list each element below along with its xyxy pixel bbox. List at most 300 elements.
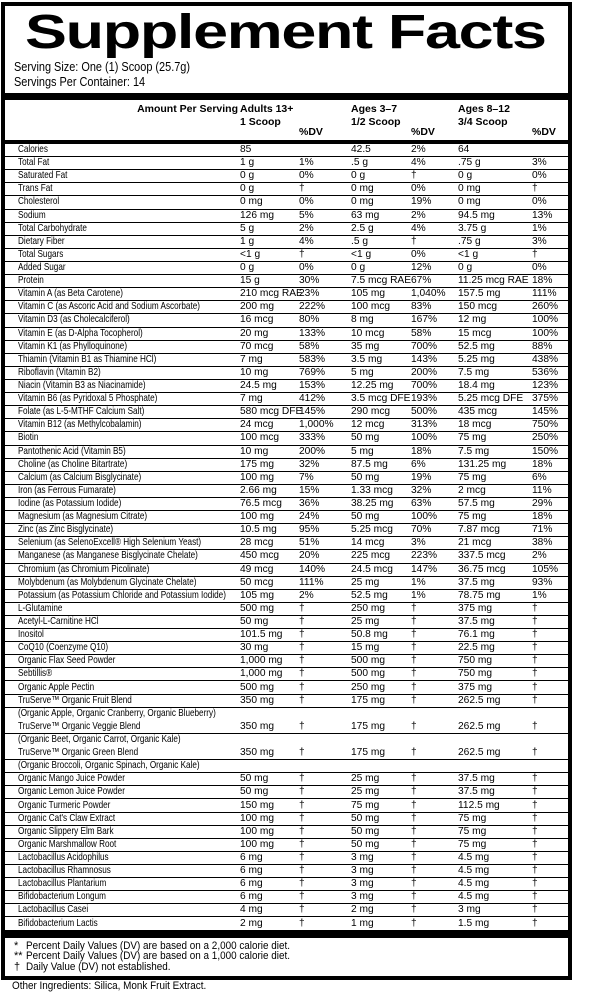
row-dv-ages-8-12: 3% (532, 235, 547, 247)
row-dv-ages-8-12: 1% (532, 589, 547, 601)
row-dv-ages-3-7: † (411, 825, 417, 837)
row-amount-adults: 200 mg (240, 301, 274, 313)
row-dv-ages-3-7: 100% (411, 511, 438, 523)
row-dv-ages-8-12: 123% (532, 380, 559, 392)
row-amount-ages-8-12: 64 (458, 144, 470, 156)
row-dv-ages-8-12: 18% (532, 511, 553, 523)
row-amount-ages-3-7: 35 mg (351, 340, 380, 352)
row-amount-ages-3-7: 38.25 mg (351, 498, 394, 509)
row-dv-adults: † (299, 655, 305, 667)
column-headers (5, 100, 568, 140)
row-dv-ages-3-7: 147% (411, 563, 438, 575)
row-dv-ages-3-7: 700% (411, 340, 438, 352)
table-row (5, 642, 568, 655)
row-dv-adults: † (299, 668, 305, 680)
table-row (5, 341, 568, 354)
table-row (5, 852, 568, 865)
row-dv-ages-3-7: 143% (411, 353, 438, 365)
row-dv-adults: † (299, 904, 305, 916)
row-amount-ages-8-12: 4.5 mg (458, 878, 490, 890)
row-dv-adults: 24% (299, 511, 320, 523)
row-ingredient-name: Organic Flax Seed Powder (18, 655, 116, 667)
row-amount-adults: 85 (240, 144, 252, 156)
row-dv-ages-8-12: † (532, 642, 538, 654)
row-ingredient-name: Vitamin K1 (as Phylloquinone) (18, 340, 128, 352)
row-amount-adults: 5 g (240, 222, 255, 234)
row-amount-adults: 7 mg (240, 393, 263, 405)
row-dv-ages-3-7: 4% (411, 157, 426, 169)
row-ingredient-name: Protein (18, 275, 44, 287)
row-amount-adults: 7 mg (240, 353, 263, 365)
row-amount-ages-3-7: 100 mcg (351, 301, 391, 313)
row-dv-adults: † (299, 851, 305, 863)
table-row (5, 314, 568, 327)
row-dv-ages-8-12: 100% (532, 327, 559, 339)
row-amount-adults: 70 mcg (240, 340, 274, 352)
row-amount-adults: 0 g (240, 170, 255, 182)
row-amount-ages-8-12: 75 mg (458, 511, 487, 523)
supplement-facts-panel (1, 2, 572, 980)
row-dv-ages-3-7: † (411, 655, 417, 667)
row-dv-adults: 2% (299, 589, 314, 601)
table-row (5, 826, 568, 839)
row-ingredient-name: Organic Apple Pectin (18, 681, 95, 693)
row-amount-adults: 100 mg (240, 511, 274, 523)
row-amount-adults: 50 mg (240, 786, 269, 798)
row-dv-ages-8-12: † (532, 694, 538, 706)
row-amount-ages-8-12: 12 mg (458, 314, 487, 326)
row-ingredient-name: Calories (18, 144, 48, 156)
row-dv-ages-3-7: † (411, 747, 417, 759)
row-dv-adults: 133% (299, 327, 326, 339)
row-amount-ages-3-7: 0 mg (351, 183, 374, 195)
row-dv-adults: 0% (299, 262, 314, 274)
panel-title: Supplement Facts (25, 6, 546, 59)
row-dv-ages-8-12: † (532, 183, 538, 195)
row-amount-adults: <1 g (240, 248, 261, 260)
row-amount-adults: 101.5 mg (240, 629, 283, 641)
row-amount-adults: 105 mg (240, 589, 274, 601)
table-row (5, 196, 568, 209)
row-amount-adults: 126 mg (240, 209, 274, 221)
table-row (5, 380, 568, 393)
row-dv-ages-3-7: 1% (411, 576, 426, 588)
row-amount-ages-3-7: 1 mg (351, 917, 374, 929)
row-dv-ages-3-7: † (411, 917, 417, 929)
row-amount-adults: 24.5 mg (240, 380, 277, 392)
row-dv-adults: 80% (299, 314, 320, 326)
row-dv-ages-8-12: † (532, 838, 538, 850)
table-row (5, 406, 568, 419)
row-dv-adults: † (299, 891, 305, 903)
row-ingredient-name: Molybdenum (as Molybdenum Glycinate Chelate) (18, 576, 197, 588)
row-amount-ages-3-7: 3 mg (351, 851, 374, 863)
table-row (5, 668, 568, 681)
table-row (5, 629, 568, 642)
row-amount-ages-3-7: 50 mg (351, 812, 380, 824)
row-amount-ages-3-7: 175 mg (351, 720, 385, 732)
row-amount-adults: 210 mcg RAE (240, 288, 303, 300)
row-dv-ages-3-7: † (411, 668, 417, 680)
row-amount-ages-8-12: 3 mg (458, 904, 481, 916)
dv-header-ages-8-12: %DV (532, 126, 556, 138)
row-dv-adults: 5% (299, 209, 314, 221)
row-amount-ages-8-12: 0 mg (458, 183, 481, 195)
row-dv-ages-8-12: 3% (532, 157, 547, 169)
table-row (5, 393, 568, 406)
row-amount-ages-8-12: 112.5 mg (458, 799, 500, 811)
row-dv-ages-3-7: 1% (411, 589, 426, 601)
row-dv-ages-3-7: † (411, 799, 417, 811)
row-dv-adults: 145% (299, 406, 326, 418)
table-row (5, 459, 568, 472)
row-amount-ages-8-12: 37.5 mg (458, 576, 495, 588)
row-amount-ages-3-7: 3.5 mcg DFE (351, 393, 411, 405)
row-dv-ages-8-12: 375% (532, 393, 559, 405)
row-amount-adults: 30 mg (240, 642, 269, 654)
footnote-1000-calorie: ** Percent Daily Values (DV) are based on a 1,000 calorie diet. (14, 950, 290, 963)
row-dv-ages-3-7: † (411, 786, 417, 798)
row-ingredient-name: Vitamin A (as Beta Carotene) (18, 288, 123, 300)
row-amount-ages-3-7: 25 mg (351, 786, 380, 798)
table-row (5, 511, 568, 524)
row-dv-ages-3-7: 83% (411, 301, 432, 313)
row-amount-adults: 1,000 mg (240, 655, 283, 667)
row-amount-adults: 2 mg (240, 917, 263, 929)
row-dv-ages-8-12: 18% (532, 275, 553, 287)
row-amount-ages-3-7: 14 mcg (351, 537, 385, 549)
row-dv-ages-3-7: 12% (411, 262, 432, 274)
row-ingredient-name: Zinc (as Zinc Bisglycinate) (18, 524, 114, 536)
row-amount-ages-8-12: 18 mcg (458, 419, 492, 431)
row-dv-ages-3-7: 313% (411, 419, 438, 431)
row-ingredient-name: Choline (as Choline Bitartrate) (18, 458, 128, 470)
adults-column-header: Adults 13+ 1 Scoop (240, 103, 294, 128)
row-amount-ages-8-12: 37.5 mg (458, 786, 495, 798)
row-dv-ages-8-12: † (532, 747, 538, 759)
row-dv-ages-8-12: 29% (532, 498, 553, 509)
row-amount-ages-8-12: 435 mcg (458, 406, 498, 418)
row-dv-ages-8-12: 71% (532, 524, 553, 536)
row-amount-ages-3-7: 25 mg (351, 615, 380, 627)
row-amount-adults: 10 mg (240, 445, 269, 457)
row-dv-adults: 58% (299, 340, 320, 352)
row-dv-ages-3-7: † (411, 851, 417, 863)
row-dv-ages-3-7: † (411, 629, 417, 641)
table-row (5, 721, 568, 734)
table-row (5, 839, 568, 852)
row-dv-adults: † (299, 917, 305, 929)
row-amount-ages-8-12: 7.87 mcg (458, 524, 500, 536)
row-dv-adults: † (299, 878, 305, 890)
table-row (5, 275, 568, 288)
row-ingredient-name: Cholesterol (18, 196, 60, 208)
row-dv-ages-3-7: 4% (411, 222, 426, 234)
row-ingredient-name: Sodium (18, 209, 46, 221)
row-dv-ages-8-12: 93% (532, 576, 553, 588)
row-dv-ages-3-7: 0% (411, 248, 426, 260)
row-amount-ages-3-7: 50 mg (351, 432, 380, 444)
table-row (5, 183, 568, 196)
row-dv-ages-3-7: 200% (411, 366, 438, 378)
row-amount-ages-8-12: 375 mg (458, 602, 492, 614)
row-dv-ages-8-12: † (532, 891, 538, 903)
row-amount-adults: 500 mg (240, 681, 274, 693)
row-dv-ages-3-7: † (411, 170, 417, 182)
row-ingredient-name: Chromium (as Chromium Picolinate) (18, 563, 150, 575)
row-amount-ages-8-12: .75 g (458, 235, 481, 247)
row-dv-ages-3-7: † (411, 878, 417, 890)
row-ingredient-name: Vitamin D3 (as Cholecalciferol) (18, 314, 130, 326)
row-dv-ages-8-12: 250% (532, 432, 559, 444)
row-amount-ages-3-7: .5 g (351, 235, 368, 247)
row-dv-ages-3-7: 223% (411, 550, 438, 562)
servings-per-container-line: Servings Per Container: 14 (14, 74, 146, 89)
row-amount-ages-3-7: 42.5 (351, 144, 371, 156)
row-amount-ages-3-7: 50 mg (351, 825, 380, 837)
table-row (5, 170, 568, 183)
row-dv-adults: 1,000% (299, 419, 334, 431)
row-ingredient-name: Dietary Fiber (18, 235, 65, 247)
table-row (5, 865, 568, 878)
table-row (5, 432, 568, 445)
row-amount-adults: 16 mcg (240, 314, 274, 326)
row-ingredient-name: Selenium (as SelenoExcell® High Selenium Yeast) (18, 537, 202, 549)
table-row (5, 223, 568, 236)
row-dv-ages-8-12: 750% (532, 419, 559, 431)
table-row (5, 734, 568, 747)
row-ingredient-name: Niacin (Vitamin B3 as Niacinamide) (18, 380, 146, 392)
table-row (5, 367, 568, 380)
row-dv-ages-3-7: 19% (411, 196, 432, 208)
row-dv-ages-3-7: 67% (411, 275, 432, 287)
row-dv-ages-8-12: † (532, 773, 538, 785)
row-ingredient-name: L-Glutamine (18, 602, 63, 614)
row-dv-ages-8-12: † (532, 825, 538, 837)
row-amount-ages-8-12: 750 mg (458, 668, 492, 680)
row-amount-ages-8-12: .75 g (458, 157, 481, 169)
row-dv-ages-8-12: 88% (532, 340, 553, 352)
row-amount-ages-8-12: 4.5 mg (458, 865, 490, 877)
row-amount-ages-8-12: 157.5 mg (458, 288, 501, 300)
row-dv-ages-8-12: † (532, 681, 538, 693)
row-dv-ages-3-7: 3% (411, 537, 426, 549)
table-row (5, 747, 568, 760)
table-row (5, 262, 568, 275)
ages-3-7-column-header: Ages 3–7 1/2 Scoop (351, 103, 401, 128)
row-amount-ages-3-7: 290 mcg (351, 406, 391, 418)
table-row (5, 603, 568, 616)
row-ingredient-name: Manganese (as Manganese Bisglycinate Chelate) (18, 550, 198, 562)
row-amount-ages-3-7: 105 mg (351, 288, 385, 300)
row-amount-ages-3-7: 2 mg (351, 904, 374, 916)
row-amount-ages-8-12: 0 g (458, 262, 473, 274)
row-amount-ages-8-12: 5.25 mg (458, 353, 495, 365)
row-dv-adults: † (299, 681, 305, 693)
row-ingredient-name: Iodine (as Potassium Iodide) (18, 498, 122, 509)
row-amount-ages-8-12: 0 mg (458, 196, 481, 208)
row-amount-adults: 6 mg (240, 891, 263, 903)
row-amount-ages-3-7: 175 mg (351, 694, 385, 706)
row-ingredient-name: Pantothenic Acid (Vitamin B5) (18, 445, 126, 457)
row-ingredient-name: Vitamin B6 (as Pyridoxal 5 Phosphate) (18, 393, 158, 405)
row-amount-adults: 350 mg (240, 747, 274, 759)
row-amount-ages-8-12: 262.5 mg (458, 694, 501, 706)
row-dv-adults: † (299, 799, 305, 811)
row-amount-adults: 50 mg (240, 615, 269, 627)
row-amount-adults: 76.5 mcg (240, 498, 282, 509)
table-row (5, 655, 568, 668)
row-amount-ages-8-12: 75 mg (458, 471, 487, 483)
row-dv-ages-3-7: 58% (411, 327, 432, 339)
footnote-2000-calorie: * Percent Daily Values (DV) are based on a 2,000 calorie diet. (14, 939, 290, 952)
row-dv-adults: 2% (299, 222, 314, 234)
table-row (5, 681, 568, 694)
row-dv-adults: 23% (299, 288, 320, 300)
row-ingredient-name: Riboflavin (Vitamin B2) (18, 366, 101, 378)
row-amount-ages-3-7: 8 mg (351, 314, 374, 326)
row-dv-ages-8-12: 111% (532, 288, 557, 300)
row-amount-ages-8-12: 0 g (458, 170, 473, 182)
row-amount-ages-3-7: 50 mg (351, 511, 380, 523)
row-dv-ages-3-7: 700% (411, 380, 438, 392)
row-ingredient-name: (Organic Apple, Organic Cranberry, Organic Blueberry) (18, 708, 216, 720)
row-ingredient-name: Total Fat (18, 157, 50, 169)
row-amount-ages-8-12: 15 mcg (458, 327, 492, 339)
row-amount-ages-3-7: 0 g (351, 170, 366, 182)
row-dv-ages-8-12: † (532, 655, 538, 667)
row-dv-adults: 32% (299, 458, 320, 470)
row-amount-ages-8-12: 375 mg (458, 681, 492, 693)
row-amount-ages-8-12: 52.5 mg (458, 340, 495, 352)
row-amount-ages-8-12: 7.5 mg (458, 366, 490, 378)
row-amount-ages-8-12: 57.5 mg (458, 498, 495, 509)
table-row (5, 446, 568, 459)
row-ingredient-name: (Organic Beet, Organic Carrot, Organic Kale) (18, 734, 181, 746)
row-dv-ages-3-7: 32% (411, 484, 432, 496)
row-dv-ages-3-7: 500% (411, 406, 438, 418)
row-ingredient-name: Folate (as L-5-MTHF Calcium Salt) (18, 406, 145, 418)
table-row (5, 590, 568, 603)
row-dv-adults: † (299, 694, 305, 706)
row-amount-adults: 150 mg (240, 799, 274, 811)
row-dv-ages-8-12: † (532, 602, 538, 614)
row-amount-adults: 2.66 mg (240, 484, 277, 496)
table-row (5, 498, 568, 511)
row-amount-ages-8-12: 37.5 mg (458, 615, 495, 627)
row-dv-ages-3-7: 0% (411, 183, 426, 195)
row-dv-ages-8-12: 0% (532, 196, 547, 208)
row-dv-adults: † (299, 615, 305, 627)
row-amount-adults: 0 g (240, 183, 255, 195)
row-amount-adults: 0 g (240, 262, 255, 274)
row-amount-ages-3-7: 25 mg (351, 773, 380, 785)
row-dv-adults: 333% (299, 432, 326, 444)
row-amount-ages-3-7: 87.5 mg (351, 458, 388, 470)
row-dv-ages-8-12: † (532, 668, 538, 680)
row-amount-ages-8-12: 21 mcg (458, 537, 492, 549)
row-dv-adults: 1% (299, 157, 314, 169)
row-dv-ages-8-12: † (532, 904, 538, 916)
row-dv-adults: † (299, 825, 305, 837)
row-dv-ages-3-7: 6% (411, 458, 426, 470)
row-dv-ages-3-7: 2% (411, 209, 426, 221)
row-dv-ages-3-7: † (411, 720, 417, 732)
row-ingredient-name: Lactobacillus Plantarium (18, 878, 107, 890)
table-row (5, 708, 568, 721)
table-row (5, 564, 568, 577)
row-ingredient-name: Trans Fat (18, 183, 53, 195)
table-row (5, 485, 568, 498)
amount-per-serving-header: Amount Per Serving (137, 103, 238, 115)
table-row (5, 760, 568, 773)
row-ingredient-name: Total Carbohydrate (18, 222, 87, 234)
row-dv-ages-8-12: † (532, 248, 538, 260)
row-amount-adults: 15 g (240, 275, 260, 287)
row-amount-ages-8-12: 36.75 mcg (458, 563, 506, 575)
row-amount-ages-8-12: 5.25 mcg DFE (458, 393, 524, 405)
row-ingredient-name: Organic Turmeric Powder (18, 799, 111, 811)
row-amount-ages-8-12: 4.5 mg (458, 891, 490, 903)
row-dv-ages-8-12: † (532, 917, 538, 929)
row-dv-ages-3-7: 18% (411, 445, 432, 457)
row-amount-ages-3-7: 5 mg (351, 445, 374, 457)
row-amount-ages-8-12: 4.5 mg (458, 851, 490, 863)
row-amount-ages-3-7: 24.5 mcg (351, 563, 393, 575)
row-amount-ages-3-7: 52.5 mg (351, 589, 388, 601)
row-ingredient-name: (Organic Broccoli, Organic Spinach, Organic Kale) (18, 760, 200, 772)
row-amount-ages-8-12: 94.5 mg (458, 209, 495, 221)
row-dv-ages-3-7: † (411, 694, 417, 706)
row-amount-ages-3-7: 7.5 mcg RAE (351, 275, 412, 287)
row-dv-ages-8-12: † (532, 629, 538, 641)
row-amount-ages-3-7: 0 mg (351, 196, 374, 208)
row-ingredient-name: Bifidobacterium Longum (18, 891, 106, 903)
row-dv-ages-3-7: 19% (411, 471, 432, 483)
row-amount-adults: 1 g (240, 157, 255, 169)
row-amount-ages-3-7: 3 mg (351, 878, 374, 890)
row-amount-ages-3-7: 0 g (351, 262, 366, 274)
row-amount-adults: 580 mcg DFE (240, 406, 303, 418)
row-amount-ages-3-7: 75 mg (351, 799, 380, 811)
row-dv-ages-8-12: † (532, 615, 538, 627)
row-amount-ages-3-7: 3 mg (351, 865, 374, 877)
row-ingredient-name: Biotin (18, 432, 39, 444)
row-dv-ages-8-12: 0% (532, 170, 547, 182)
row-amount-adults: 10 mg (240, 366, 269, 378)
row-amount-ages-3-7: 3 mg (351, 891, 374, 903)
row-ingredient-name: Lactobacillus Casei (18, 904, 89, 916)
row-dv-adults: 20% (299, 550, 320, 562)
row-ingredient-name: Iron (as Ferrous Fumarate) (18, 484, 116, 496)
table-row (5, 813, 568, 826)
table-row (5, 616, 568, 629)
row-amount-ages-8-12: 75 mg (458, 825, 487, 837)
row-ingredient-name: Vitamin B12 (as Methylcobalamin) (18, 419, 142, 431)
row-dv-ages-8-12: 2% (532, 550, 547, 562)
row-amount-adults: 350 mg (240, 720, 274, 732)
row-dv-ages-8-12: † (532, 720, 538, 732)
divider-thick-top (5, 93, 568, 100)
row-amount-adults: 0 mg (240, 196, 263, 208)
table-row (5, 917, 568, 930)
row-dv-ages-8-12: 438% (532, 353, 559, 365)
row-amount-ages-8-12: 262.5 mg (458, 747, 501, 759)
row-amount-ages-8-12: 78.75 mg (458, 589, 501, 601)
row-amount-ages-8-12: 11.25 mcg RAE (458, 275, 529, 287)
row-dv-ages-3-7: † (411, 891, 417, 903)
row-amount-ages-3-7: 5 mg (351, 366, 374, 378)
